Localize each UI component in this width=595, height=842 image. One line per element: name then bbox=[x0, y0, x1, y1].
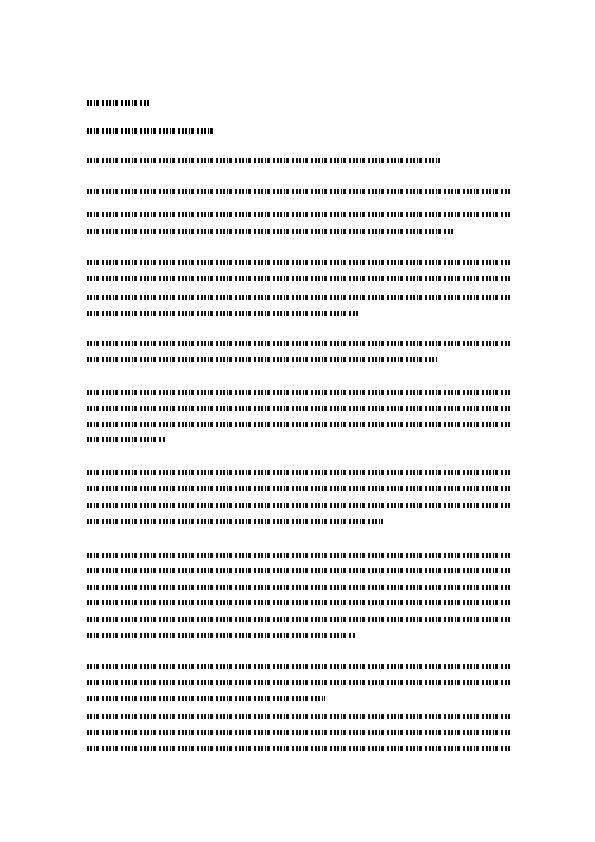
text-line bbox=[87, 746, 510, 751]
text-line bbox=[87, 229, 454, 234]
text-line bbox=[87, 189, 510, 194]
text-line bbox=[87, 276, 510, 281]
text-line bbox=[87, 357, 437, 362]
text-line bbox=[87, 730, 510, 735]
text-line bbox=[87, 519, 383, 524]
text-line bbox=[87, 100, 149, 106]
text-line bbox=[87, 617, 510, 622]
text-line bbox=[87, 128, 215, 134]
text-line bbox=[87, 714, 510, 719]
text-line bbox=[87, 158, 440, 163]
text-line bbox=[87, 503, 510, 508]
text-line bbox=[87, 390, 510, 395]
text-line bbox=[87, 486, 510, 491]
text-line bbox=[87, 664, 510, 669]
text-line bbox=[87, 470, 510, 475]
text-line bbox=[87, 422, 510, 427]
text-line bbox=[87, 553, 510, 558]
text-line bbox=[87, 295, 510, 300]
text-line bbox=[87, 341, 510, 346]
text-line bbox=[87, 585, 510, 590]
text-line bbox=[87, 260, 510, 265]
text-line bbox=[87, 633, 356, 638]
text-line bbox=[87, 600, 510, 605]
text-line bbox=[87, 406, 510, 411]
text-line bbox=[87, 568, 510, 573]
text-line bbox=[87, 696, 325, 701]
text-line bbox=[87, 311, 360, 316]
text-line bbox=[87, 212, 510, 217]
text-line bbox=[87, 680, 510, 685]
text-line bbox=[87, 437, 165, 442]
